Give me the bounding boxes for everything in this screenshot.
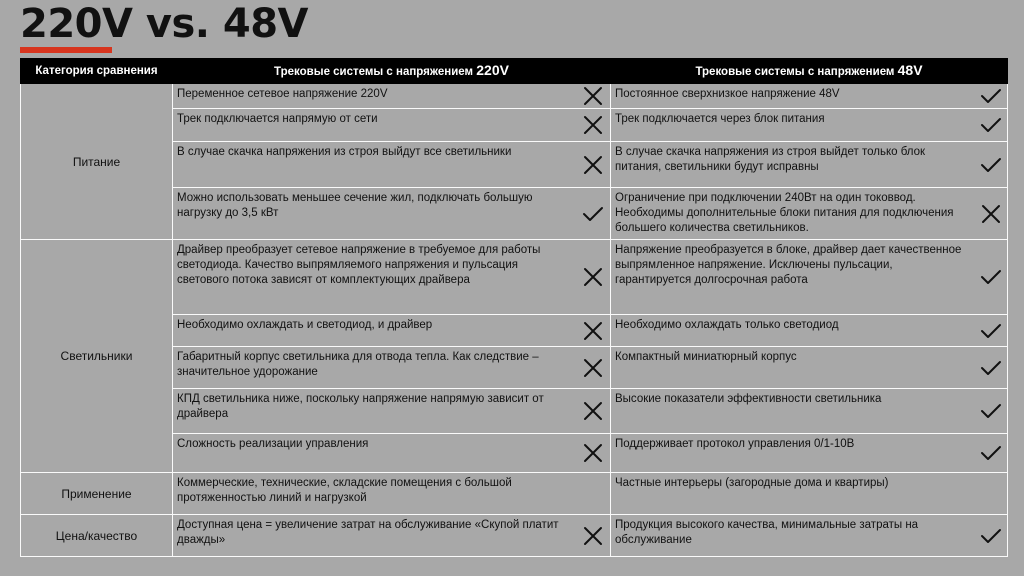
cell-48v: Необходимо охлаждать только светодиод: [611, 315, 975, 347]
mark-cell: [576, 473, 611, 515]
mark-cell: [975, 315, 1008, 347]
check-icon: [576, 205, 611, 223]
header-220v-prefix: Трековые системы с напряжением: [274, 65, 477, 78]
mark-cell: [576, 84, 611, 109]
check-icon: [975, 268, 1008, 286]
mark-cell: [975, 434, 1008, 473]
cell-220v: Габаритный корпус светильника для отвода тепла. Как следствие – значительное удорожание: [173, 347, 576, 389]
mark-cell: [975, 240, 1008, 315]
cell-48v: Ограничение при подключении 240Вт на один токоввод. Необходимы дополнительные блоки питания для подключения большего количества светильников.: [611, 188, 975, 240]
header-48v: [611, 59, 1008, 84]
cross-icon: [576, 526, 611, 546]
cross-icon: [576, 443, 611, 463]
check-icon: [975, 527, 1008, 545]
mark-cell: [975, 473, 1008, 515]
mark-cell: [576, 347, 611, 389]
header-48v-prefix: Трековые системы с напряжением: [695, 65, 898, 78]
mark-cell: [975, 84, 1008, 109]
cross-icon: [576, 115, 611, 135]
mark-cell: [975, 347, 1008, 389]
cell-220v: Трек подключается напрямую от сети: [173, 109, 576, 142]
cell-220v: КПД светильника ниже, поскольку напряжение напрямую зависит от драйвера: [173, 389, 576, 434]
check-icon: [975, 444, 1008, 462]
mark-cell: [576, 240, 611, 315]
table-row: [21, 515, 1008, 557]
header-category: Категория сравнения: [21, 59, 173, 84]
category-cell: Применение: [21, 473, 173, 515]
table-header-row: [21, 59, 1008, 84]
mark-cell: [576, 389, 611, 434]
category-cell: Питание: [21, 84, 173, 240]
cell-48v: Продукция высокого качества, минимальные затраты на обслуживание: [611, 515, 975, 557]
check-icon: [975, 116, 1008, 134]
cell-220v: Можно использовать меньшее сечение жил, подключать большую нагрузку до 3,5 кВт: [173, 188, 576, 240]
page-title: 220V vs. 48V: [20, 1, 309, 47]
cross-icon: [576, 401, 611, 421]
cell-220v: Доступная цена = увеличение затрат на обслуживание «Скупой платит дважды»: [173, 515, 576, 557]
cross-icon: [576, 358, 611, 378]
cell-48v: Поддерживает протокол управления 0/1-10В: [611, 434, 975, 473]
cell-220v: Коммерческие, технические, складские помещения с большой протяженностью линий и нагрузкой: [173, 473, 576, 515]
mark-cell: [576, 515, 611, 557]
table-row: [21, 240, 1008, 315]
comparison-table: [20, 58, 1008, 557]
cell-48v: Трек подключается через блок питания: [611, 109, 975, 142]
table-row: [21, 473, 1008, 515]
cell-220v: Переменное сетевое напряжение 220V: [173, 84, 576, 109]
cell-48v: Частные интерьеры (загородные дома и квартиры): [611, 473, 975, 515]
header-48v-volt: 48V: [897, 61, 923, 78]
check-icon: [975, 156, 1008, 174]
mark-cell: [975, 109, 1008, 142]
check-icon: [975, 322, 1008, 340]
mark-cell: [975, 389, 1008, 434]
mark-cell: [576, 188, 611, 240]
category-cell: Цена/качество: [21, 515, 173, 557]
check-icon: [975, 359, 1008, 377]
mark-cell: [975, 142, 1008, 188]
mark-cell: [975, 515, 1008, 557]
cell-48v: Высокие показатели эффективности светильника: [611, 389, 975, 434]
header-220v-volt: 220V: [476, 61, 509, 78]
cell-48v: Постоянное сверхнизкое напряжение 48V: [611, 84, 975, 109]
cell-220v: В случае скачка напряжения из строя выйдут все светильники: [173, 142, 576, 188]
cross-icon: [975, 204, 1008, 224]
mark-cell: [975, 188, 1008, 240]
mark-cell: [576, 434, 611, 473]
cell-48v: Напряжение преобразуется в блоке, драйвер дает качественное выпрямленное напряжение. Исключены пульсации, гарантируется долгосрочная работа: [611, 240, 975, 315]
cross-icon: [576, 321, 611, 341]
mark-cell: [576, 109, 611, 142]
category-cell: Светильники: [21, 240, 173, 473]
mark-cell: [576, 315, 611, 347]
cross-icon: [576, 86, 611, 106]
cross-icon: [576, 155, 611, 175]
cross-icon: [576, 267, 611, 287]
cell-220v: Сложность реализации управления: [173, 434, 576, 473]
cell-220v: Драйвер преобразует сетевое напряжение в требуемое для работы светодиода. Качество выпрямляемого напряжения и пульсация светового потока зависят от комплектующих драйвера: [173, 240, 576, 315]
title-accent-bar: [20, 47, 112, 53]
cell-220v: Необходимо охлаждать и светодиод, и драйвер: [173, 315, 576, 347]
header-220v: [173, 59, 611, 84]
check-icon: [975, 402, 1008, 420]
mark-cell: [576, 142, 611, 188]
table-row: [21, 84, 1008, 109]
cell-48v: В случае скачка напряжения из строя выйдет только блок питания, светильники будут исправны: [611, 142, 975, 188]
check-icon: [975, 87, 1008, 105]
cell-48v: Компактный миниатюрный корпус: [611, 347, 975, 389]
